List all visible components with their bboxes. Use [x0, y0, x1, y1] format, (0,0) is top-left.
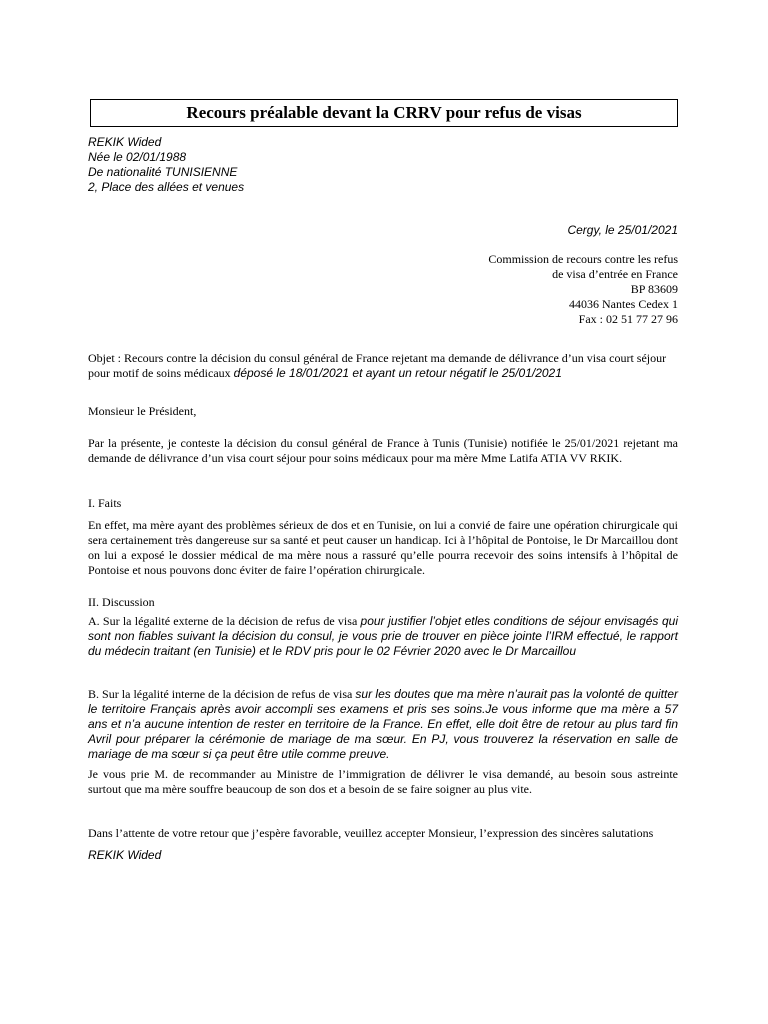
discussion-b-text: B. Sur la légalité interne de la décision de refus de visa: [88, 687, 356, 701]
section-heading-discussion: II. Discussion: [88, 595, 155, 609]
sender-nationality: De nationalité TUNISIENNE: [88, 165, 238, 179]
discussion-paragraph-a: [88, 614, 678, 659]
salutation: Monsieur le Président,: [88, 404, 197, 418]
discussion-paragraph-b: [88, 687, 678, 762]
document-title: Recours préalable devant la CRRV pour refus de visas: [90, 99, 678, 127]
sender-block: [88, 135, 678, 195]
recipient-line: de visa d’entrée en France: [552, 267, 678, 281]
discussion-b-italic-text: sur les doutes que ma mère n’aurait pas la volonté de quitter le territoire Français après avoir accompli ses examens et pris ses soins.Je vous informe que ma mère a 57 ans et n’a aucune intention de rester en territoire de la France. En effet, elle doit être de retour au plus tard fin Avril pour préparer la cérémonie de mariage de ma sœur. En PJ, vous trouverez la réservation en salle de mariage de ma sœur si ça peut être utile comme preuve.: [88, 687, 679, 761]
section-heading-faits: I. Faits: [88, 496, 122, 510]
sender-name: REKIK Wided: [88, 135, 162, 149]
recipient-line: Commission de recours contre les refus: [488, 252, 678, 266]
objet-text: Objet : Recours contre la décision du consul général de France rejetant ma demande de délivrance d’un visa court séjour pour motif de soins médicaux: [88, 351, 667, 380]
discussion-paragraph-c: Je vous prie M. de recommander au Ministre de l’immigration de délivrer le visa demandé, au besoin sous astreinte surtout que ma mère souffre beaucoup de son dos et a besoin de se faire soigner au plus vite.: [88, 767, 678, 796]
sender-birth: Née le 02/01/1988: [88, 150, 187, 164]
recipient-line: 44036 Nantes Cedex 1: [569, 297, 678, 311]
discussion-a-italic-text: pour justifier l’objet etles conditions de séjour envisagés qui sont non fiables suivant la décision du consul, je vous prie de trouver en pièce jointe l’IRM effectué, le rapport du médecin traitant (en Tunisie) et le RDV pris pour le 02 Février 2020 avec le Dr Marcaillou: [88, 614, 678, 658]
recipient-line: Fax : 02 51 77 27 96: [578, 312, 678, 326]
sender-address: 2, Place des allées et venues: [88, 180, 245, 194]
date-line: Cergy, le 25/01/2021: [567, 223, 678, 237]
faits-paragraph: En effet, ma mère ayant des problèmes sérieux de dos et en Tunisie, on lui a convié de faire une opération chirurgicale qui sera certainement très dangereuse sur sa santé et peut causer un handicap. Ici à l’hôpital de Pontoise, le Dr Marcaillou dont on lui a exposé le dossier médical de ma mère nous a rassuré qu’elle pourra recevoir des soins intensifs à l’hôpital de Pontoise et nous pouvons donc éviter de faire l’opération chirurgicale.: [88, 518, 678, 577]
recipient-line: BP 83609: [630, 282, 678, 296]
intro-paragraph: Par la présente, je conteste la décision du consul général de France à Tunis (Tunisie) notifiée le 25/01/2021 rejetant ma demande de délivrance d’un visa court séjour pour soins médicaux pour ma mère Mme Latifa ATIA VV RKIK.: [88, 436, 678, 465]
recipient-block: [488, 252, 678, 327]
signature: REKIK Wided: [88, 848, 162, 862]
objet-paragraph: [88, 351, 678, 381]
discussion-a-text: A. Sur la légalité externe de la décision de refus de visa: [88, 614, 361, 628]
objet-italic-text: déposé le 18/01/2021 et ayant un retour négatif le 25/01/2021: [233, 366, 562, 380]
closing-paragraph: Dans l’attente de votre retour que j’espère favorable, veuillez accepter Monsieur, l’expression des sincères salutations: [88, 826, 654, 840]
